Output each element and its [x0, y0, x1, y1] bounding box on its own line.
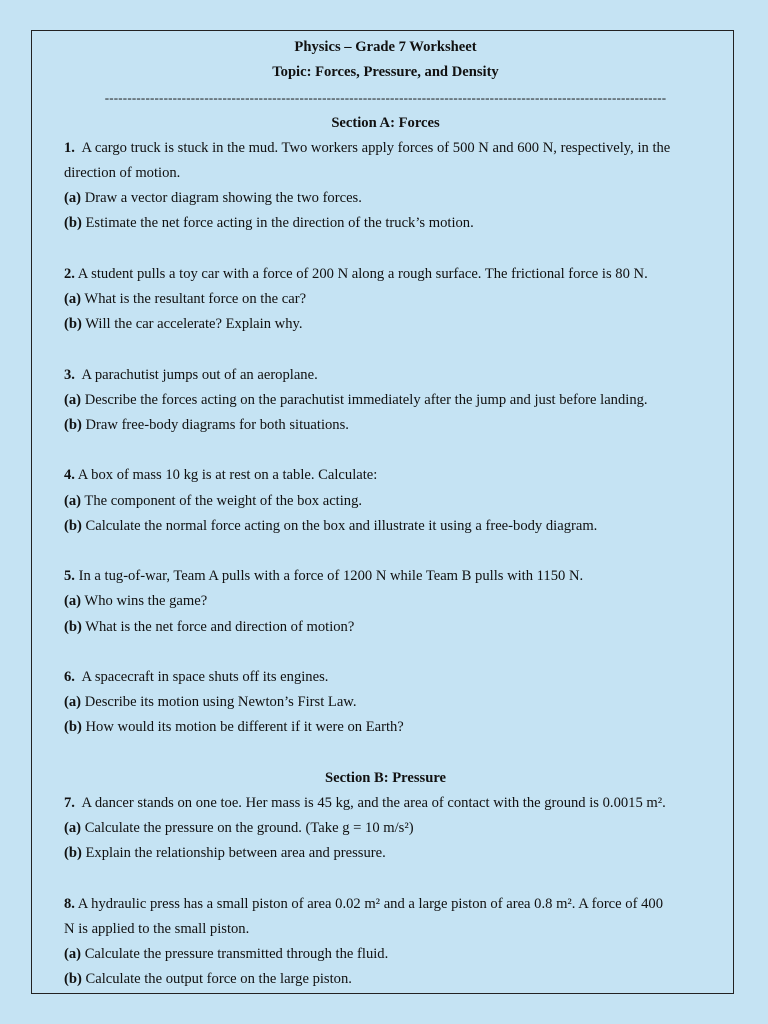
question-1: [64, 136, 707, 161]
part-label: (b): [64, 417, 82, 433]
question-1-cont: direction of motion.: [64, 165, 181, 181]
spacer: [64, 438, 707, 463]
question-8: [64, 892, 707, 917]
question-3-part-a: [64, 388, 707, 413]
part-label: (b): [64, 517, 82, 534]
question-text: A box of mass 10 kg is at rest on a table. Calculate:: [77, 467, 378, 484]
part-label: (b): [64, 316, 82, 333]
divider-line: ----------------------------------------------------------------------------------------------------------------------------: [104, 90, 667, 106]
part-text: What is the net force and direction of motion?: [85, 618, 355, 635]
spacer: [64, 337, 707, 362]
question-2-part-a: [64, 287, 707, 312]
question-7-part-b: [64, 841, 707, 866]
question-number: 6.: [64, 668, 75, 685]
part-text: Draw free-body diagrams for both situations.: [85, 417, 349, 433]
question-number: 5.: [64, 568, 75, 585]
question-text: A spacecraft in space shuts off its engines.: [81, 668, 329, 685]
question-number: 4.: [64, 467, 75, 484]
question-4-part-b: [64, 514, 707, 539]
worksheet-page: [31, 30, 734, 994]
question-number: 7.: [64, 794, 75, 811]
part-label: (a): [64, 946, 82, 963]
part-text: Describe the forces acting on the parachutist immediately after the jump and just before landing.: [84, 391, 648, 408]
question-2-part-b: [64, 312, 707, 337]
part-label: (b): [64, 618, 82, 635]
question-1-part-a: [64, 186, 707, 211]
question-text: A cargo truck is stuck in the mud. Two workers apply forces of 500 N and 600 N, respectively, in the: [81, 139, 671, 156]
question-text: A hydraulic press has a small piston of area 0.02 m² and a large piston of area 0.8 m². A force of 400: [77, 895, 663, 912]
part-label: (a): [64, 820, 82, 837]
question-7-part-a: [64, 816, 707, 841]
question-4-part-a: [64, 489, 707, 514]
question-8-cont: N is applied to the small piston.: [64, 920, 250, 937]
question-number: 2.: [64, 265, 75, 282]
question-5: [64, 564, 707, 589]
spacer: [64, 640, 707, 665]
question-3: [64, 363, 707, 388]
part-label: (b): [64, 215, 82, 232]
part-text: What is the resultant force on the car?: [84, 291, 307, 307]
section-b-title: Section B: Pressure: [324, 769, 447, 786]
part-text: Describe its motion using Newton’s First Law.: [84, 694, 357, 711]
worksheet-topic: Topic: Forces, Pressure, and Density: [272, 64, 499, 81]
part-label: (a): [64, 593, 82, 610]
part-label: (a): [64, 694, 82, 711]
question-2: [64, 262, 707, 287]
part-text: Explain the relationship between area and pressure.: [85, 845, 386, 862]
part-text: Calculate the pressure transmitted through the fluid.: [84, 946, 389, 963]
question-text: A parachutist jumps out of an aeroplane.: [81, 366, 318, 383]
question-6-part-a: [64, 690, 707, 715]
part-text: Will the car accelerate? Explain why.: [85, 316, 303, 333]
part-label: (a): [64, 190, 82, 207]
part-text: Calculate the pressure on the ground. (Take g = 10 m/s²): [84, 820, 414, 837]
question-1-part-b: [64, 211, 707, 236]
part-text: Calculate the output force on the large piston.: [85, 971, 352, 988]
question-number: 1.: [64, 139, 75, 156]
spacer: [64, 237, 707, 262]
part-label: (a): [64, 492, 82, 509]
section-a-title: Section A: Forces: [331, 114, 440, 131]
question-text: A student pulls a toy car with a force of 200 N along a rough surface. The frictional force is 80 N.: [77, 265, 648, 282]
part-text: Who wins the game?: [84, 593, 208, 610]
question-number: 3.: [64, 366, 75, 383]
part-label: (a): [64, 291, 82, 307]
part-text: Draw a vector diagram showing the two forces.: [84, 190, 362, 207]
part-text: Calculate the normal force acting on the box and illustrate it using a free-body diagram.: [85, 517, 598, 534]
question-7: [64, 791, 707, 816]
question-8-part-a: [64, 942, 707, 967]
part-label: (b): [64, 971, 82, 988]
spacer: [64, 539, 707, 564]
part-text: The component of the weight of the box acting.: [84, 492, 363, 509]
part-label: (b): [64, 719, 82, 736]
question-6: [64, 665, 707, 690]
spacer: [64, 741, 707, 766]
question-number: 8.: [64, 895, 75, 912]
question-3-part-b: [64, 413, 707, 438]
part-text: Estimate the net force acting in the direction of the truck’s motion.: [85, 215, 474, 232]
question-6-part-b: [64, 715, 707, 740]
question-text: A dancer stands on one toe. Her mass is 45 kg, and the area of contact with the ground is 0.0015 m².: [81, 794, 666, 811]
worksheet-title: Physics – Grade 7 Worksheet: [294, 39, 477, 55]
question-5-part-b: [64, 615, 707, 640]
question-4: [64, 463, 707, 488]
question-text: In a tug-of-war, Team A pulls with a force of 1200 N while Team B pulls with 1150 N.: [78, 568, 584, 585]
part-label: (a): [64, 391, 82, 408]
part-label: (b): [64, 845, 82, 862]
question-8-part-b: [64, 967, 707, 992]
part-text: How would its motion be different if it were on Earth?: [85, 719, 404, 736]
question-5-part-a: [64, 589, 707, 614]
spacer: [64, 867, 707, 892]
